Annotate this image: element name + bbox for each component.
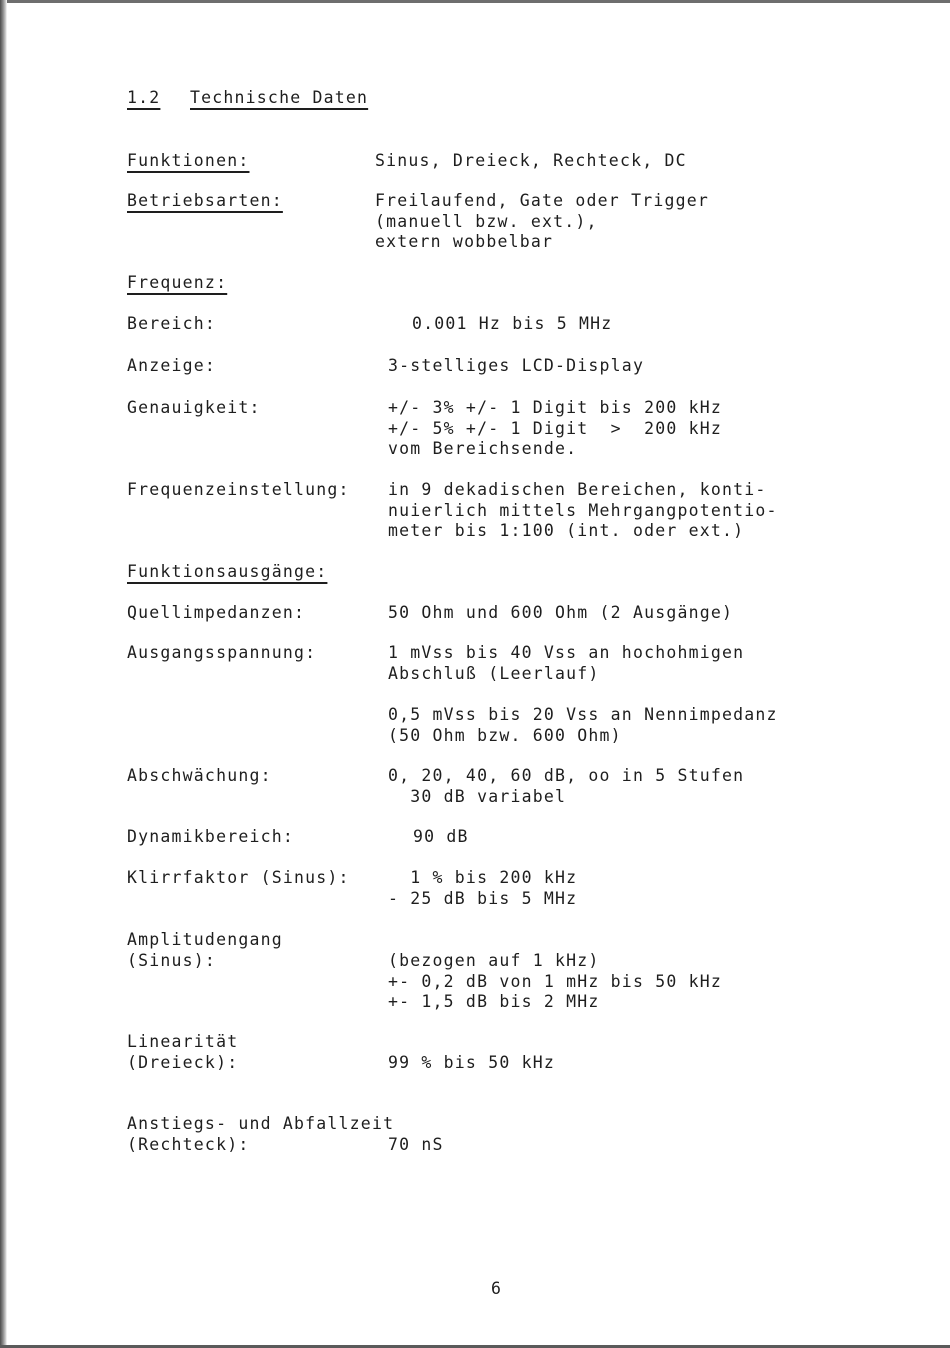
page-number: 6 <box>491 1279 503 1298</box>
genauigkeit-label: Genauigkeit: <box>127 398 261 417</box>
frequenzeinstellung-label: Frequenzeinstellung: <box>127 480 350 499</box>
linearitaet-label: Linearität (Dreieck): <box>127 1032 239 1072</box>
frequenz-heading: Frequenz: <box>127 273 228 292</box>
genauigkeit-value: +/- 3% +/- 1 Digit bis 200 kHz +/- 5% +/- 1 Digit > 200 kHz vom Bereichsende. <box>388 398 723 458</box>
anstiegszeit-value: 70 nS <box>388 1135 444 1154</box>
funktionsausgaenge-heading: Funktionsausgänge: <box>127 562 328 581</box>
abschwaechung-label: Abschwächung: <box>127 766 272 785</box>
ausgangsspannung-value-nenn: 0,5 mVss bis 20 Vss an Nennimpedanz (50 Ohm bzw. 600 Ohm) <box>388 705 778 745</box>
anzeige-value: 3-stelliges LCD-Display <box>388 356 645 375</box>
bereich-value: 0.001 Hz bis 5 MHz <box>412 314 613 333</box>
ausgangsspannung-label: Ausgangsspannung: <box>127 643 317 662</box>
klirrfaktor-value: 1 % bis 200 kHz - 25 dB bis 5 MHz <box>388 868 578 908</box>
funktionen-label: Funktionen: <box>127 151 250 170</box>
klirrfaktor-label: Klirrfaktor (Sinus): <box>127 868 350 887</box>
bereich-label: Bereich: <box>127 314 217 333</box>
ausgangsspannung-value: 1 mVss bis 40 Vss an hochohmigen Abschluß (Leerlauf) <box>388 643 745 683</box>
anzeige-label: Anzeige: <box>127 356 217 375</box>
quellimpedanzen-label: Quellimpedanzen: <box>127 603 306 622</box>
linearitaet-value: 99 % bis 50 kHz <box>388 1053 556 1072</box>
dynamikbereich-value: 90 dB <box>413 827 469 846</box>
betriebsarten-label: Betriebsarten: <box>127 191 283 210</box>
frequenzeinstellung-value: in 9 dekadischen Bereichen, konti- nuierlich mittels Mehrgangpotentio- meter bis 1:100 (int. oder ext.) <box>388 480 778 540</box>
quellimpedanzen-value: 50 Ohm und 600 Ohm (2 Ausgänge) <box>388 603 734 622</box>
anstiegszeit-label: Anstiegs- und Abfallzeit (Rechteck): <box>127 1114 395 1154</box>
amplitudengang-label: Amplitudengang (Sinus): <box>127 930 283 970</box>
abschwaechung-value: 0, 20, 40, 60 dB, oo in 5 Stufen 30 dB variabel <box>388 766 745 806</box>
section-number: 1.2 <box>127 88 161 107</box>
amplitudengang-value: (bezogen auf 1 kHz) +- 0,2 dB von 1 mHz bis 50 kHz +- 1,5 dB bis 2 MHz <box>388 951 723 1011</box>
scan-edge-top <box>0 0 950 3</box>
section-title: Technische Daten <box>190 88 369 107</box>
scan-edge-left <box>0 0 7 1348</box>
dynamikbereich-label: Dynamikbereich: <box>127 827 295 846</box>
funktionen-value: Sinus, Dreieck, Rechteck, DC <box>375 151 687 170</box>
betriebsarten-value: Freilaufend, Gate oder Trigger (manuell bzw. ext.), extern wobbelbar <box>375 191 710 251</box>
